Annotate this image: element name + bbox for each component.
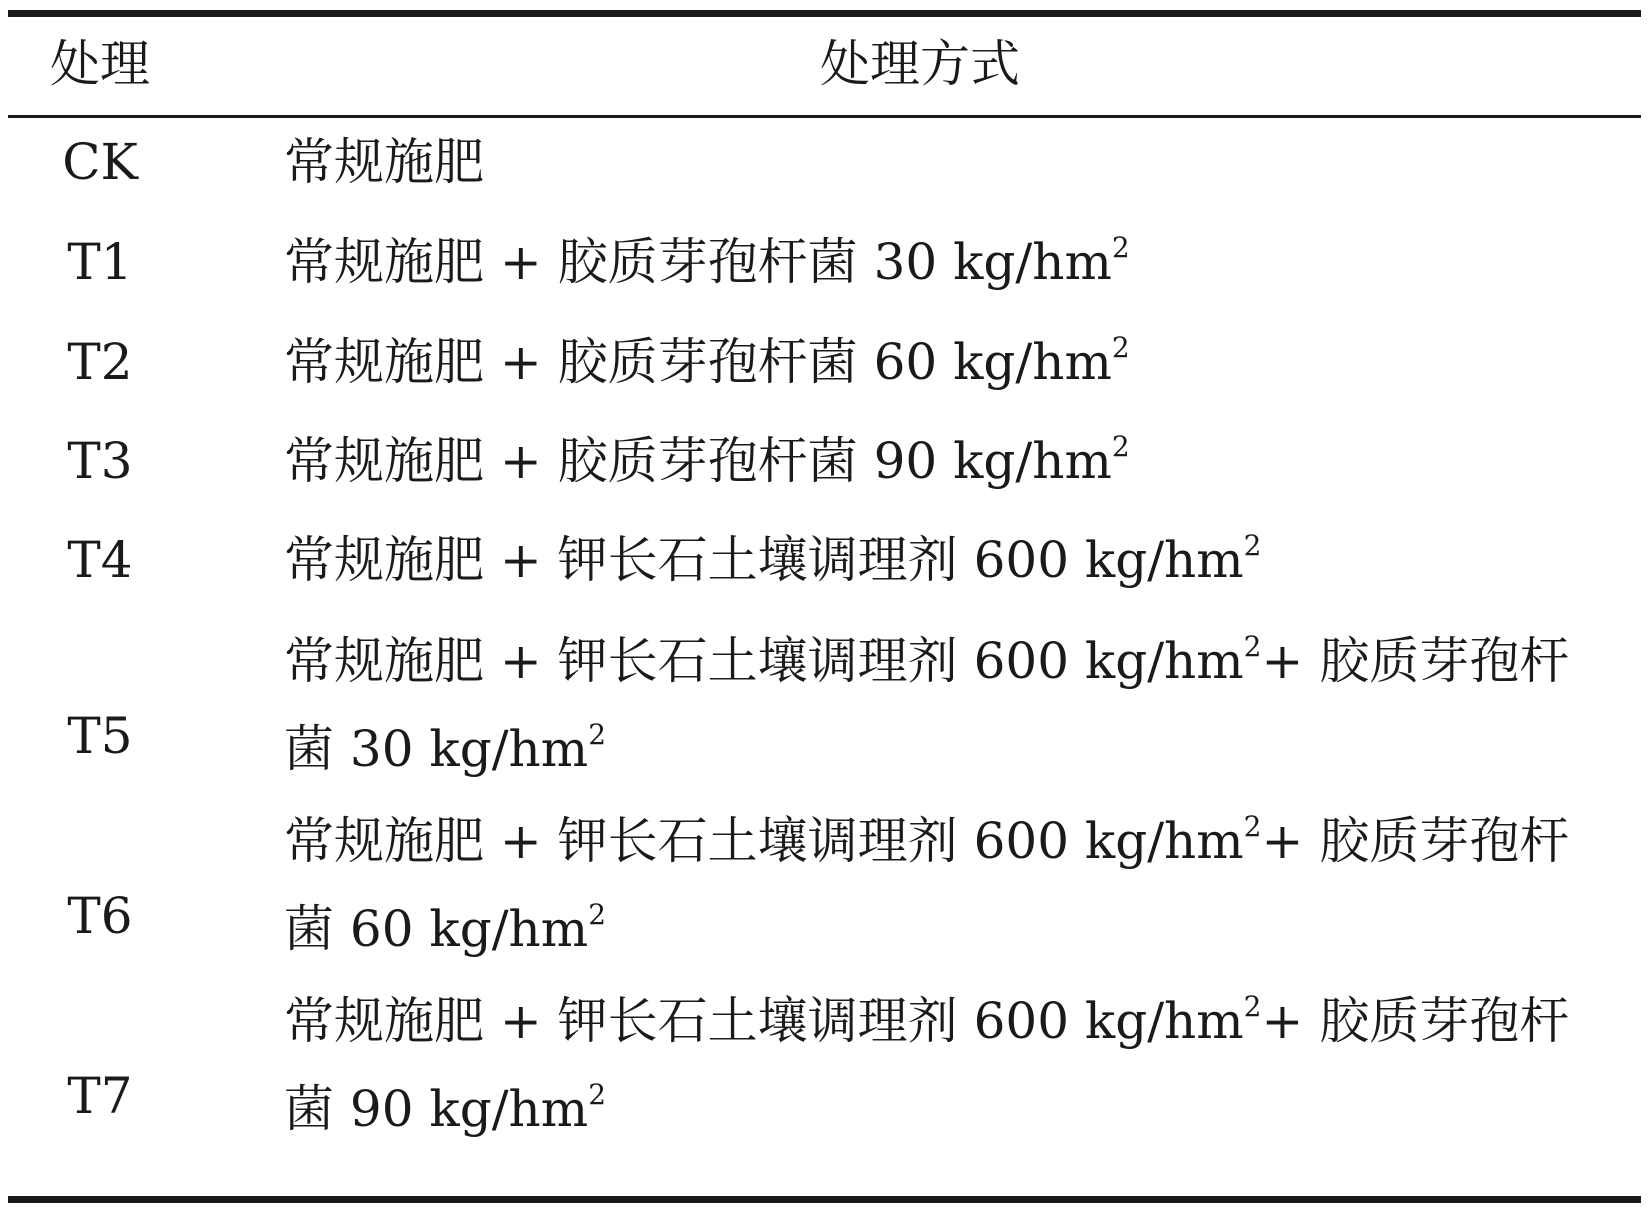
header-method: 处理方式 [820, 35, 1020, 93]
top-rule [8, 10, 1641, 17]
row-method-ck: 常规施肥 [284, 133, 484, 191]
row-method-t7: 常规施肥 + 钾长石土壤调理剂 600 $kg/hm^2+$ 胶质芽孢杆菌 90 $kg/hm^2$ [284, 990, 1570, 1138]
header-treatment: 处理 [50, 35, 150, 93]
row-method-t3: 常规施肥 + 胶质芽孢杆菌 90 $kg/hm^2$ [284, 430, 1130, 490]
row-id-t2: T2 [67, 333, 133, 391]
row-method-t5: 常规施肥 + 钾长石土壤调理剂 600 $kg/hm^2+$ 胶质芽孢杆菌 30 $kg/hm^2$ [284, 630, 1570, 778]
row-method-t2: 常规施肥 + 胶质芽孢杆菌 60 $kg/hm^2$ [284, 331, 1130, 391]
row-id-t1: T1 [67, 233, 133, 291]
row-method-t6: 常规施肥 + 钾长石土壤调理剂 600 $kg/hm^2+$ 胶质芽孢杆菌 60 $kg/hm^2$ [284, 810, 1570, 958]
row-id-t5: T5 [67, 707, 133, 765]
header-rule [8, 115, 1641, 118]
row-id-t7: T7 [67, 1067, 133, 1125]
row-id-t3: T3 [67, 432, 133, 490]
row-id-t6: T6 [67, 887, 133, 945]
row-id-ck: CK [62, 133, 138, 191]
row-id-t4: T4 [67, 531, 133, 589]
bottom-rule [8, 1196, 1641, 1203]
row-method-t4: 常规施肥 + 钾长石土壤调理剂 600 $kg/hm^2$ [284, 529, 1262, 589]
row-method-t1: 常规施肥 + 胶质芽孢杆菌 30 $kg/hm^2$ [284, 231, 1130, 291]
